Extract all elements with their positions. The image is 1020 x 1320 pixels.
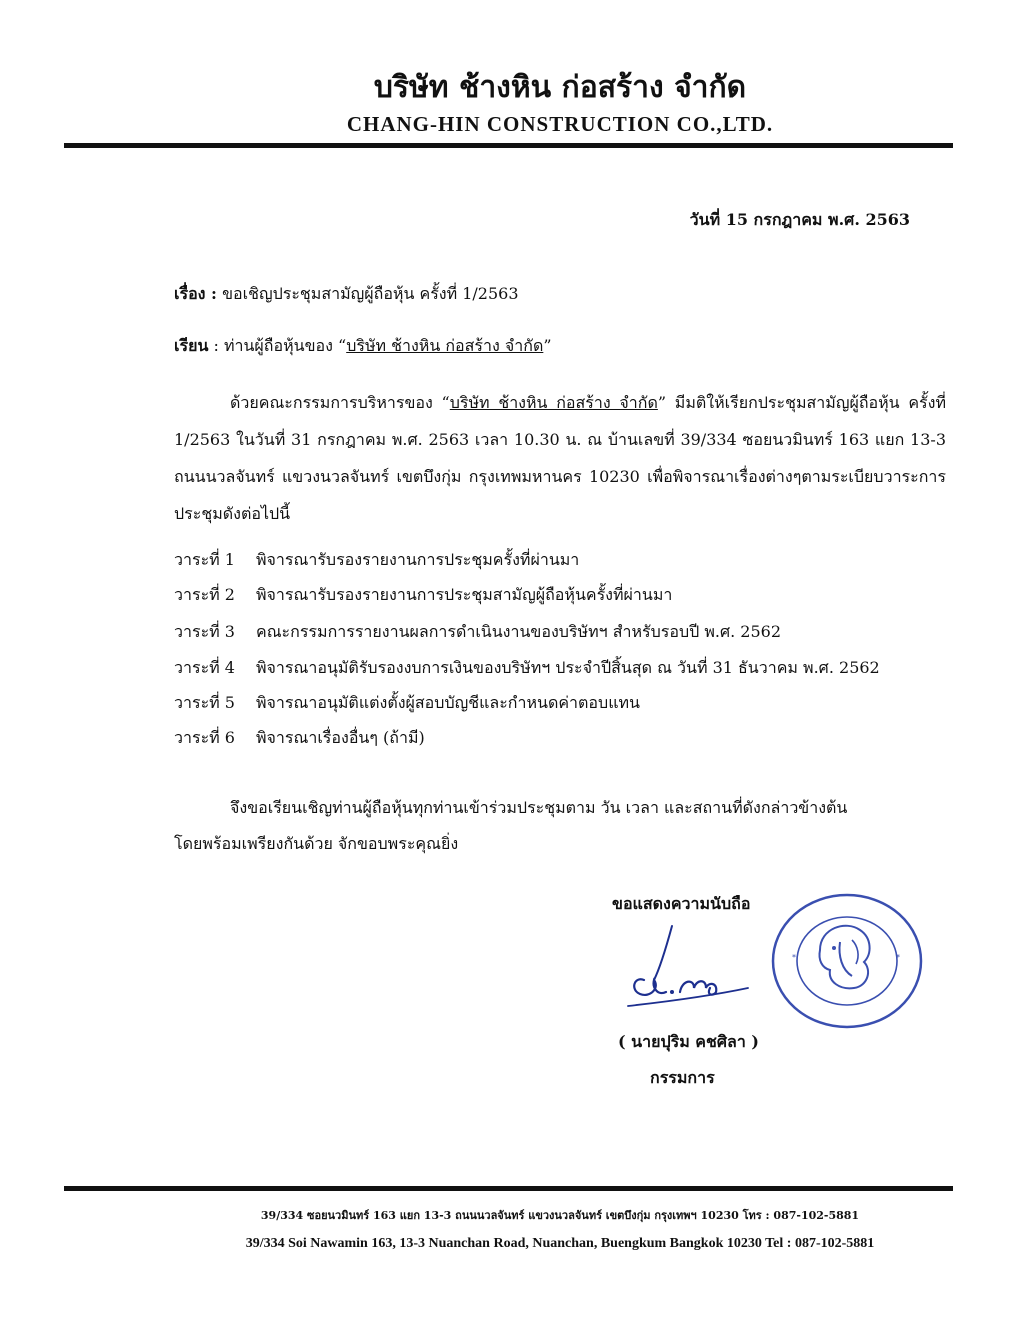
letter-date: วันที่ 15 กรกฎาคม พ.ศ. 2563 bbox=[689, 210, 910, 229]
agenda-item bbox=[174, 583, 672, 608]
agenda-number: วาระที่ 1 bbox=[174, 550, 235, 569]
footer-address-thai: 39/334 ซอยนวมินทร์ 163 แยก 13-3 ถนนนวลจันทร์ แขวงนวลจันทร์ เขตบึงกุ่ม กรุงเทพฯ 10230 โทร : 087-102-5881 bbox=[260, 1209, 860, 1222]
company-seal-icon bbox=[768, 890, 926, 1032]
signatory-title: กรรมการ bbox=[650, 1068, 715, 1087]
agenda-text: พิจารณาอนุมัติแต่งตั้งผู้สอบบัญชีและกำหนดค่าตอบแทน bbox=[256, 693, 640, 712]
agenda-item bbox=[174, 548, 579, 573]
signatory-name: ( นายปุริม คชศิลา ) bbox=[618, 1032, 759, 1051]
attention-line bbox=[174, 336, 552, 356]
signature-scribble-icon bbox=[614, 918, 754, 1016]
agenda-item bbox=[174, 691, 640, 716]
handwritten-signature bbox=[614, 918, 754, 1016]
agenda-item bbox=[174, 726, 425, 751]
signature-closing: ขอแสดงความนับถือ bbox=[612, 894, 751, 913]
body-p1-company: บริษัท ช้างหิน ก่อสร้าง จำกัด bbox=[449, 393, 658, 412]
agenda-text: พิจารณารับรองรายงานการประชุมครั้งที่ผ่านมา bbox=[256, 550, 580, 569]
footer-divider bbox=[64, 1186, 953, 1191]
agenda-text: พิจารณารับรองรายงานการประชุมสามัญผู้ถือหุ้นครั้งที่ผ่านมา bbox=[256, 585, 673, 604]
body-paragraph-1 bbox=[174, 384, 946, 532]
subject-line bbox=[174, 284, 519, 304]
agenda-text: คณะกรรมการรายงานผลการดำเนินงานของบริษัทฯ สำหรับรอบปี พ.ศ. 2562 bbox=[256, 622, 782, 641]
company-name-thai: บริษัท ช้างหิน ก่อสร้าง จำกัด bbox=[373, 70, 747, 105]
subject-label: เรื่อง : bbox=[174, 284, 217, 303]
agenda-number: วาระที่ 6 bbox=[174, 728, 235, 747]
agenda-number: วาระที่ 4 bbox=[174, 658, 235, 677]
agenda-number: วาระที่ 3 bbox=[174, 622, 235, 641]
agenda-item bbox=[174, 656, 880, 681]
agenda-number: วาระที่ 5 bbox=[174, 693, 235, 712]
svg-text:*: * bbox=[792, 953, 796, 962]
agenda-text: พิจารณาอนุมัติรับรองงบการเงินของบริษัทฯ ประจำปีสิ้นสุด ณ วันที่ 31 ธันวาคม พ.ศ. 2562 bbox=[256, 658, 880, 677]
header-divider bbox=[64, 143, 953, 148]
svg-text:*: * bbox=[896, 953, 900, 962]
body-paragraph-2: จึงขอเรียนเชิญท่านผู้ถือหุ้นทุกท่านเข้าร่วมประชุมตาม วัน เวลา และสถานที่ดังกล่าวข้างต้น โดยพร้อมเพรียงกันด้วย จักขอบพระคุณยิ่ง bbox=[174, 798, 848, 853]
attention-suffix: ” bbox=[543, 336, 552, 355]
subject-text: ขอเชิญประชุมสามัญผู้ถือหุ้น ครั้งที่ 1/2563 bbox=[222, 284, 519, 303]
agenda-item bbox=[174, 620, 781, 645]
attention-label: เรียน bbox=[174, 336, 209, 355]
footer-address-english: 39/334 Soi Nawamin 163, 13-3 Nuanchan Road, Nuanchan, Buengkum Bangkok 10230 Tel : 087-102-5881 bbox=[245, 1236, 875, 1251]
agenda-text: พิจารณาเรื่องอื่นๆ (ถ้ามี) bbox=[256, 728, 425, 747]
body-p1-prefix: ด้วยคณะกรรมการบริหารของ “ bbox=[230, 393, 450, 412]
agenda-number: วาระที่ 2 bbox=[174, 585, 235, 604]
body-p1-rest: ” มีมติให้เรียกประชุมสามัญผู้ถือหุ้น ครั้งที่ 1/2563 ในวันที่ 31 กรกฎาคม พ.ศ. 2563 เวลา 10.30 น. ณ บ้านเลขที่ 39/334 ซอยนวมินทร์ 163 แยก 13-3 ถนนนวลจันทร์ แขวงนวลจันทร์ เขตบึงกุ่ม กรุงเทพมหานคร 10230 เพื่อพิจารณาเรื่องต่างๆตามระเบียบวาระการประชุมดังต่อไปนี้ bbox=[174, 393, 947, 523]
company-name-english: CHANG-HIN CONSTRUCTION CO.,LTD. bbox=[346, 112, 774, 136]
attention-company: บริษัท ช้างหิน ก่อสร้าง จำกัด bbox=[346, 336, 544, 355]
attention-separator: : bbox=[213, 336, 219, 355]
attention-prefix: ท่านผู้ถือหุ้นของ “ bbox=[223, 336, 347, 355]
company-seal bbox=[768, 890, 926, 1032]
